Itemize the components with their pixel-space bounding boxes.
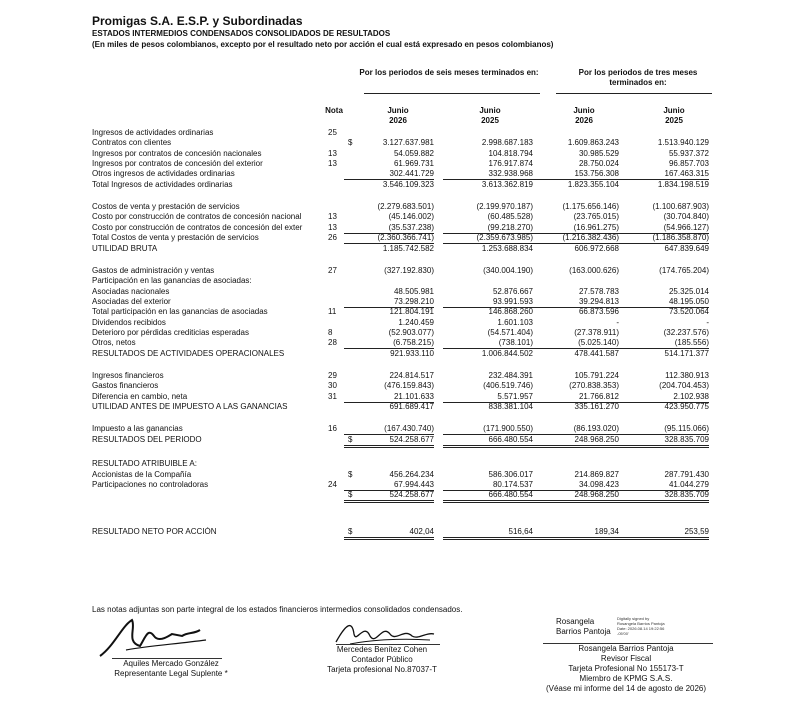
row-value-col2: (99.218.270)	[443, 223, 533, 234]
table-row	[0, 297, 800, 307]
row-label: Deterioro por pérdidas crediticias esperadas	[92, 328, 249, 337]
row-value-col3: 1.609.863.243	[567, 138, 619, 148]
row-value-col2: 176.917.874	[488, 159, 533, 168]
group-header-three-months: Por los periodos de tres meses terminados en:	[578, 68, 698, 87]
row-value-col4: 55.937.372	[668, 148, 709, 158]
table-row	[0, 470, 800, 480]
table-row	[0, 328, 800, 338]
table-row	[0, 371, 800, 381]
row-value-col2: (738.101)	[443, 338, 533, 349]
digital-small-3: Date: 2026.08.14 19:22:56	[617, 626, 665, 631]
row-value-col3: -	[616, 317, 619, 327]
table-row	[0, 223, 800, 233]
table-row	[0, 169, 800, 179]
row-value-col1: 21.101.633	[344, 392, 434, 403]
row-note: 13	[328, 148, 337, 158]
row-label: Accionistas de la Compañía	[92, 469, 192, 479]
signatory-firm: Miembro de KPMG S.A.S.	[579, 674, 673, 683]
digital-name-line1: Rosangela	[556, 617, 595, 626]
row-note: 30	[328, 381, 337, 391]
table-row	[0, 276, 800, 286]
row-value-col3: 21.766.812	[529, 392, 619, 403]
table-row	[0, 318, 800, 328]
row-value-col4: (1.186.358.870)	[619, 233, 709, 244]
row-value-col3: 153.756.308	[529, 169, 619, 180]
row-value-col4: 1.834.198.519	[657, 179, 709, 189]
row-label: Costos de venta y prestación de servicios	[92, 202, 240, 212]
col-year: 2025	[481, 116, 499, 125]
digital-signature-details	[617, 616, 665, 636]
row-label: Ingresos financieros	[92, 371, 164, 380]
row-value-col1: 524.258.677	[344, 490, 434, 503]
row-value-col4: (32.237.576)	[663, 328, 709, 337]
table-row	[0, 490, 800, 500]
row-value-col4: (30.704.840)	[663, 212, 709, 222]
row-label: Dividendos recibidos	[92, 317, 166, 327]
row-value-col1: (327.192.830)	[384, 265, 434, 275]
row-value-col1: 1.185.742.582	[382, 243, 434, 253]
table-row	[0, 527, 800, 537]
row-value-col4: 2.102.938	[619, 392, 709, 403]
row-value-col2: 1.253.688.834	[481, 243, 533, 253]
row-value-col1: 402,04	[344, 527, 434, 540]
table-row	[0, 392, 800, 402]
row-label: Participación en las ganancias de asociadas:	[92, 276, 252, 286]
table-row	[0, 128, 800, 138]
signatory-name: Aquiles Mercado González	[123, 659, 219, 668]
col-year: 2025	[665, 116, 683, 125]
table-row	[0, 307, 800, 317]
row-value-col4: 647.839.649	[664, 243, 709, 253]
row-value-col2: (54.571.404)	[487, 328, 533, 337]
row-label: Otros, netos	[92, 338, 136, 348]
row-value-col4: 167.463.315	[619, 169, 709, 180]
row-value-col3: (27.378.911)	[574, 328, 619, 337]
row-label: Total participación en las ganancias de asociadas	[92, 307, 268, 317]
row-note: 27	[328, 265, 337, 275]
row-value-col3: 189,34	[529, 527, 619, 540]
row-value-col2: 516,64	[443, 527, 533, 540]
table-row	[0, 202, 800, 212]
row-value-col1: 224.814.517	[389, 371, 434, 380]
table-row	[0, 233, 800, 243]
row-value-col1: (6.758.215)	[344, 338, 434, 349]
col-month: Junio	[479, 106, 501, 115]
table-row	[0, 338, 800, 348]
row-value-col4: 423.950.775	[664, 402, 709, 412]
group-header-underline-six	[364, 93, 540, 94]
row-label: UTILIDAD BRUTA	[92, 243, 158, 253]
signatory-2	[302, 645, 462, 675]
row-note: 31	[328, 391, 337, 401]
row-value-col3: 28.750.024	[578, 159, 619, 168]
row-value-col3: 66.873.596	[578, 307, 619, 317]
row-value-col2: 1.601.103	[497, 317, 533, 327]
row-label: Ingresos de actividades ordinarias	[92, 128, 214, 137]
row-value-col2: 52.876.667	[492, 286, 533, 296]
table-row	[0, 349, 800, 359]
row-value-col4: 287.791.430	[664, 469, 709, 479]
row-label: Total Costos de venta y prestación de servicios	[92, 233, 259, 243]
row-value-col2: (2.359.673.985)	[443, 233, 533, 244]
table-row	[0, 149, 800, 159]
row-value-col4: -	[706, 317, 709, 327]
row-value-col2: (60.485.528)	[487, 212, 533, 222]
row-value-col4: 25.325.014	[668, 286, 709, 296]
table-row	[0, 212, 800, 222]
row-value-col1: 3.127.637.981	[382, 138, 434, 148]
row-value-col4: (174.765.204)	[659, 265, 709, 275]
row-value-col3: 27.578.783	[578, 286, 619, 296]
col-header-1	[378, 106, 418, 126]
table-row	[0, 138, 800, 148]
row-label: UTILIDAD ANTES DE IMPUESTO A LAS GANANCIAS	[92, 402, 288, 412]
row-note: 16	[328, 424, 337, 434]
row-note: 25	[328, 128, 337, 137]
footnote: Las notas adjuntas son parte integral de los estados financieros intermedios consolidados condensados.	[92, 605, 463, 614]
row-value-col3: (1.216.382.436)	[529, 233, 619, 244]
digital-signature-name	[556, 617, 611, 637]
row-label: RESULTADO ATRIBUIBLE A:	[92, 459, 197, 469]
table-row	[0, 459, 800, 469]
row-value-col2: 3.613.362.819	[481, 179, 533, 189]
row-value-col1: 691.689.417	[389, 402, 434, 412]
row-value-col3: (1.175.656.146)	[562, 202, 619, 212]
row-value-col1: 48.505.981	[393, 286, 434, 296]
row-value-col3: (16.961.275)	[529, 223, 619, 234]
row-value-col4: 96.857.703	[668, 159, 709, 168]
row-label: Asociadas nacionales	[92, 286, 170, 296]
row-value-col3: 335.161.270	[574, 402, 619, 412]
row-value-col2: (2.199.970.187)	[476, 202, 533, 212]
col-header-2	[470, 106, 510, 126]
row-value-col4: 41.044.279	[619, 480, 709, 491]
row-value-col3: 478.441.587	[574, 348, 619, 358]
row-currency: $	[348, 469, 353, 479]
row-value-col4: (204.704.453)	[659, 381, 709, 391]
row-value-col2: 586.306.017	[488, 469, 533, 479]
row-value-col1: 73.298.210	[344, 297, 434, 308]
row-label: Gastos de administración y ventas	[92, 265, 215, 275]
row-value-col4: 73.520.064	[668, 307, 709, 317]
row-label: Gastos financieros	[92, 381, 159, 391]
signatory-name: Mercedes Benítez Cohen	[336, 645, 428, 654]
col-header-4	[654, 106, 694, 126]
row-value-col4: (185.556)	[619, 338, 709, 349]
row-value-col1: 302.441.729	[344, 169, 434, 180]
row-note: 13	[328, 212, 337, 222]
row-label: Costo por construcción de contratos de concesión del exter	[92, 222, 303, 232]
row-value-col1: (52.903.077)	[388, 328, 434, 337]
row-currency: $	[348, 526, 353, 536]
row-note: 11	[328, 307, 337, 317]
row-label: Diferencia en cambio, neta	[92, 391, 188, 401]
row-value-col2: (340.004.190)	[483, 265, 533, 275]
row-value-col2: 666.480.554	[443, 435, 533, 448]
group-header-underline-three	[556, 93, 712, 94]
row-label: Asociadas del exterior	[92, 296, 171, 306]
row-label: RESULTADO NETO POR ACCIÓN	[92, 526, 217, 536]
row-value-col1: 524.258.677	[344, 435, 434, 448]
row-label: Otros ingresos de actividades ordinarias	[92, 169, 235, 179]
row-currency: $	[348, 434, 353, 444]
col-month: Junio	[387, 106, 409, 115]
digital-small-1: Digitally signed by	[617, 616, 650, 621]
col-year: 2026	[389, 116, 407, 125]
col-header-3	[564, 106, 604, 126]
row-value-col2: 93.991.593	[443, 297, 533, 308]
row-value-col1: 1.240.459	[398, 317, 434, 327]
row-label: Impuesto a las ganancias	[92, 424, 183, 434]
row-value-col1: (2.279.683.501)	[377, 202, 434, 212]
table-row	[0, 287, 800, 297]
group-header-six-months: Por los periodos de seis meses terminados en:	[359, 68, 539, 77]
row-value-col1: 54.059.882	[393, 148, 434, 158]
row-value-col3: 105.791.224	[574, 371, 619, 380]
row-value-col1: 121.804.191	[389, 307, 434, 317]
table-row	[0, 266, 800, 276]
row-value-col2: 1.006.844.502	[481, 348, 533, 358]
row-value-col2: 332.938.968	[443, 169, 533, 180]
table-row	[0, 180, 800, 190]
table-row	[0, 381, 800, 391]
row-note: 8	[328, 328, 333, 337]
col-year: 2026	[575, 116, 593, 125]
row-value-col4: 112.380.913	[665, 371, 709, 380]
table-row	[0, 480, 800, 490]
table-row	[0, 159, 800, 169]
row-value-col2: (171.900.550)	[443, 424, 533, 435]
row-value-col3: (5.025.140)	[529, 338, 619, 349]
row-label: Contratos con clientes	[92, 138, 172, 148]
row-currency: $	[348, 138, 353, 148]
row-label: Ingresos por contratos de concesión del exterior	[92, 159, 263, 168]
row-note: 26	[328, 233, 337, 243]
row-value-col3: 214.869.827	[574, 469, 619, 479]
col-month: Junio	[573, 106, 595, 115]
row-value-col2: (406.519.746)	[483, 381, 533, 391]
units-note: (En miles de pesos colombianos, excepto por el resultado neto por acción el cual está expresado en pesos colombianos)	[92, 40, 554, 49]
row-value-col4: 253,59	[619, 527, 709, 540]
row-value-col1: 456.264.234	[389, 469, 434, 479]
nota-header: Nota	[325, 106, 343, 115]
row-value-col4: 1.513.940.129	[657, 138, 709, 148]
row-value-col2: 80.174.537	[443, 480, 533, 491]
table-row	[0, 435, 800, 445]
signatory-1	[96, 659, 246, 679]
row-value-col1: (45.146.002)	[388, 212, 434, 222]
signatory-report-ref: (Véase mi informe del 14 de agosto de 2026)	[545, 684, 707, 693]
row-value-col1: 61.969.731	[393, 159, 434, 168]
row-value-col3: 1.823.355.104	[567, 179, 619, 189]
row-value-col3: 34.098.423	[529, 480, 619, 491]
row-value-col3: 248.968.250	[529, 435, 619, 448]
row-value-col1: 67.994.443	[344, 480, 434, 491]
signatory-title: Revisor Fiscal	[600, 654, 652, 663]
row-value-col2: 5.571.957	[443, 392, 533, 403]
signatory-title: Contador Público	[351, 655, 413, 664]
row-value-col4: 514.171.377	[664, 348, 709, 358]
row-value-col4: 328.835.709	[619, 435, 709, 448]
row-value-col4: 48.195.050	[619, 297, 709, 308]
table-row	[0, 244, 800, 254]
row-value-col2: 666.480.554	[443, 490, 533, 503]
digital-small-2: Rosangela Barrios Pantoja	[617, 621, 665, 626]
col-month: Junio	[663, 106, 685, 115]
row-value-col1: (476.159.843)	[384, 381, 434, 391]
row-value-col3: 248.968.250	[529, 490, 619, 503]
signatory-card: Tarjeta profesional No.87037-T	[327, 665, 437, 674]
row-label: Costo por construcción de contratos de concesión nacional	[92, 212, 302, 222]
row-value-col3: 39.294.813	[529, 297, 619, 308]
row-value-col2: 838.381.104	[488, 402, 533, 412]
digital-name-line2: Barrios Pantoja	[556, 627, 611, 636]
row-value-col3: 30.985.529	[578, 148, 619, 158]
row-value-col4: (1.100.687.903)	[652, 202, 709, 212]
row-label: RESULTADOS DEL PERIODO	[92, 434, 202, 444]
table-row	[0, 402, 800, 412]
signatory-3	[516, 644, 736, 694]
row-note: 28	[328, 338, 337, 348]
row-value-col1: 921.933.110	[390, 348, 434, 358]
row-value-col1: (167.430.740)	[344, 424, 434, 435]
signature-scribble-1	[96, 616, 216, 660]
row-currency: $	[348, 490, 353, 500]
company-title: Promigas S.A. E.S.P. y Subordinadas	[92, 14, 303, 28]
row-value-col2: 146.868.260	[488, 307, 533, 317]
row-value-col3: (86.193.020)	[529, 424, 619, 435]
row-value-col2: 2.998.687.183	[481, 138, 533, 148]
signatory-card: Tarjeta Profesional No 155173-T	[568, 664, 684, 673]
row-note: 24	[328, 479, 337, 489]
row-note: 13	[328, 222, 337, 232]
row-value-col1: 3.546.109.323	[382, 179, 434, 189]
table-row	[0, 424, 800, 434]
digital-small-4: -05'00'	[617, 631, 629, 636]
statement-title: ESTADOS INTERMEDIOS CONDENSADOS CONSOLIDADOS DE RESULTADOS	[92, 29, 391, 38]
row-value-col3: 606.972.668	[574, 243, 619, 253]
row-value-col3: (163.000.626)	[569, 265, 619, 275]
row-label: RESULTADOS DE ACTIVIDADES OPERACIONALES	[92, 348, 285, 358]
row-label: Ingresos por contratos de concesión nacionales	[92, 148, 262, 158]
row-value-col3: (270.838.353)	[569, 381, 619, 391]
row-value-col4: (54.966.127)	[619, 223, 709, 234]
row-value-col4: (95.115.066)	[619, 424, 709, 435]
row-value-col2: 232.484.391	[488, 371, 533, 380]
row-note: 29	[328, 371, 337, 380]
row-value-col1: (2.360.366.741)	[344, 233, 434, 244]
row-value-col1: (35.537.238)	[344, 223, 434, 234]
row-label: Participaciones no controladoras	[92, 479, 209, 489]
signatory-name: Rosangela Barrios Pantoja	[578, 644, 674, 653]
row-value-col3: (23.765.015)	[573, 212, 619, 222]
signatory-title: Representante Legal Suplente *	[114, 669, 228, 678]
row-value-col4: 328.835.709	[619, 490, 709, 503]
row-value-col2: 104.818.794	[488, 148, 533, 158]
row-label: Total Ingresos de actividades ordinarias	[92, 179, 233, 189]
row-note: 13	[328, 159, 337, 168]
